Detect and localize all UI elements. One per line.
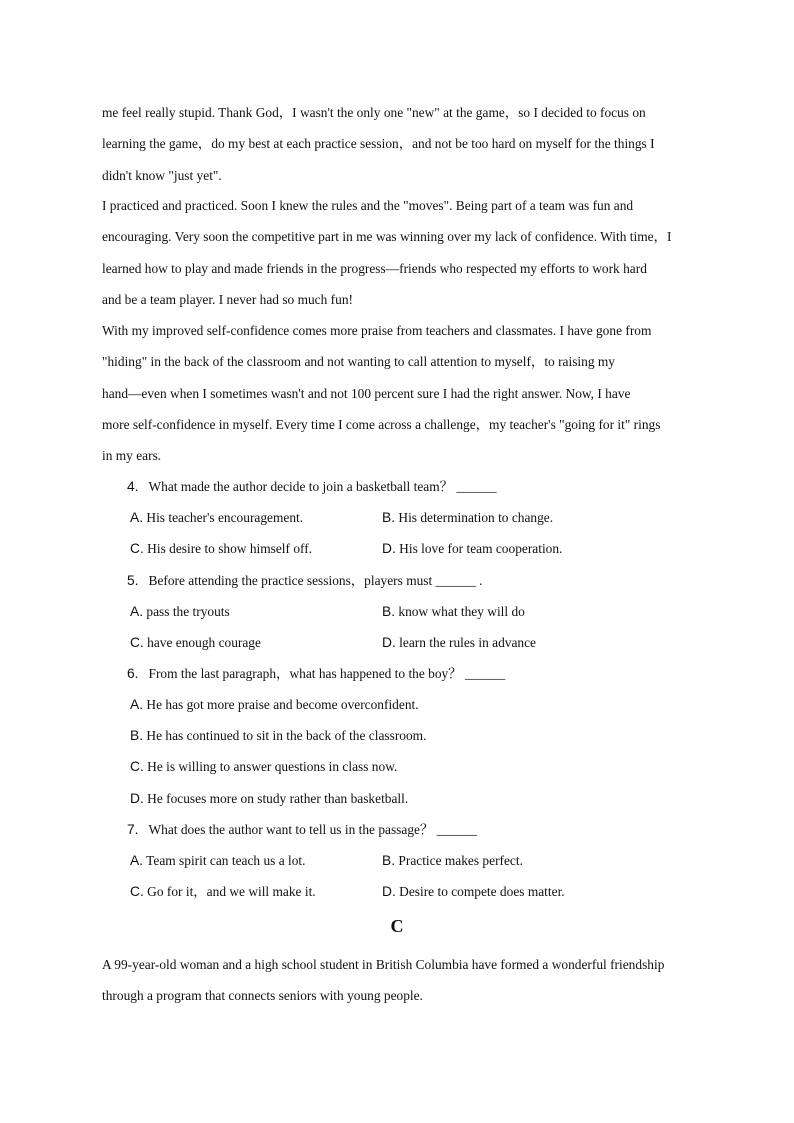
- text-line: in my ears.: [102, 448, 162, 464]
- text-line: hand—even when I sometimes wasn't and not 100 percent sure I had the right answer. Now, I have: [102, 385, 631, 401]
- option-c[interactable]: C. have enough courage: [130, 635, 261, 651]
- option-b[interactable]: B. Practice makes perfect.: [382, 853, 523, 868]
- text-line: learning the game，do my best at each practice session，and not be too hard on myself for the things I: [102, 136, 655, 152]
- option-d[interactable]: D. learn the rules in advance: [382, 635, 536, 651]
- question-text: What does the author want to tell us in the passage？ ______: [148, 822, 477, 837]
- option-b[interactable]: B. His determination to change.: [382, 510, 554, 525]
- paragraph-3: [102, 315, 702, 471]
- question-4: [127, 471, 497, 502]
- option-a[interactable]: A. pass the tryouts: [130, 604, 230, 619]
- question-4-options: [130, 502, 690, 564]
- text-line: With my improved self-confidence comes more praise from teachers and classmates. I have gone from: [102, 323, 652, 338]
- text-line: didn't know "just yet".: [102, 167, 222, 183]
- text-line: encouraging. Very soon the competitive part in me was winning over my lack of confidence. With time，I: [102, 229, 672, 245]
- question-number: 7.: [127, 822, 139, 837]
- question-number: 6.: [127, 666, 139, 681]
- option-a[interactable]: A. He has got more praise and become overconfident.: [130, 697, 419, 712]
- section-c-paragraph: [102, 949, 702, 1012]
- question-7: [127, 814, 477, 845]
- option-b[interactable]: B. He has continued to sit in the back of the classroom.: [130, 728, 427, 744]
- question-5-options: [130, 596, 690, 658]
- question-text: Before attending the practice sessions，players must ______ .: [148, 573, 483, 588]
- text-line: I practiced and practiced. Soon I knew the rules and the "moves". Being part of a team was fun and: [102, 198, 634, 213]
- option-d[interactable]: D. Desire to compete does matter.: [382, 884, 565, 900]
- question-6: [127, 658, 505, 689]
- question-text: From the last paragraph，what has happened to the boy？ ______: [148, 666, 506, 681]
- text-line: through a program that connects seniors with young people.: [102, 988, 423, 1004]
- text-line: me feel really stupid. Thank God，I wasn't the only one "new" at the game，so I decided to focus on: [102, 105, 646, 120]
- text-line: A 99-year-old woman and a high school student in British Columbia have formed a wonderful friendship: [102, 957, 665, 972]
- text-line: more self-confidence in myself. Every time I come across a challenge，my teacher's "going for it" rings: [102, 416, 661, 432]
- option-c[interactable]: C. Go for it，and we will make it.: [130, 884, 316, 900]
- question-text: What made the author decide to join a basketball team？ ______: [148, 479, 497, 494]
- question-7-options: [130, 845, 690, 907]
- question-number: 5.: [127, 573, 139, 588]
- option-c[interactable]: C. His desire to show himself off.: [130, 541, 313, 557]
- paragraph-2: [102, 190, 702, 315]
- question-6-options: [130, 689, 690, 814]
- section-heading: C: [390, 916, 404, 936]
- text-line: and be a team player. I never had so much fun!: [102, 291, 353, 307]
- option-c[interactable]: C. He is willing to answer questions in class now.: [130, 759, 398, 775]
- question-number: 4.: [127, 479, 139, 494]
- option-a[interactable]: A. His teacher's encouragement.: [130, 510, 304, 525]
- question-5: [127, 565, 482, 596]
- option-a[interactable]: A. Team spirit can teach us a lot.: [130, 853, 306, 868]
- option-d[interactable]: D. He focuses more on study rather than basketball.: [130, 790, 409, 806]
- text-line: "hiding" in the back of the classroom and not wanting to call attention to myself，to raising my: [102, 354, 615, 370]
- option-b[interactable]: B. know what they will do: [382, 604, 525, 619]
- paragraph-1: [102, 97, 702, 191]
- option-d[interactable]: D. His love for team cooperation.: [382, 541, 563, 557]
- text-line: learned how to play and made friends in the progress—friends who respected my efforts to work hard: [102, 260, 647, 276]
